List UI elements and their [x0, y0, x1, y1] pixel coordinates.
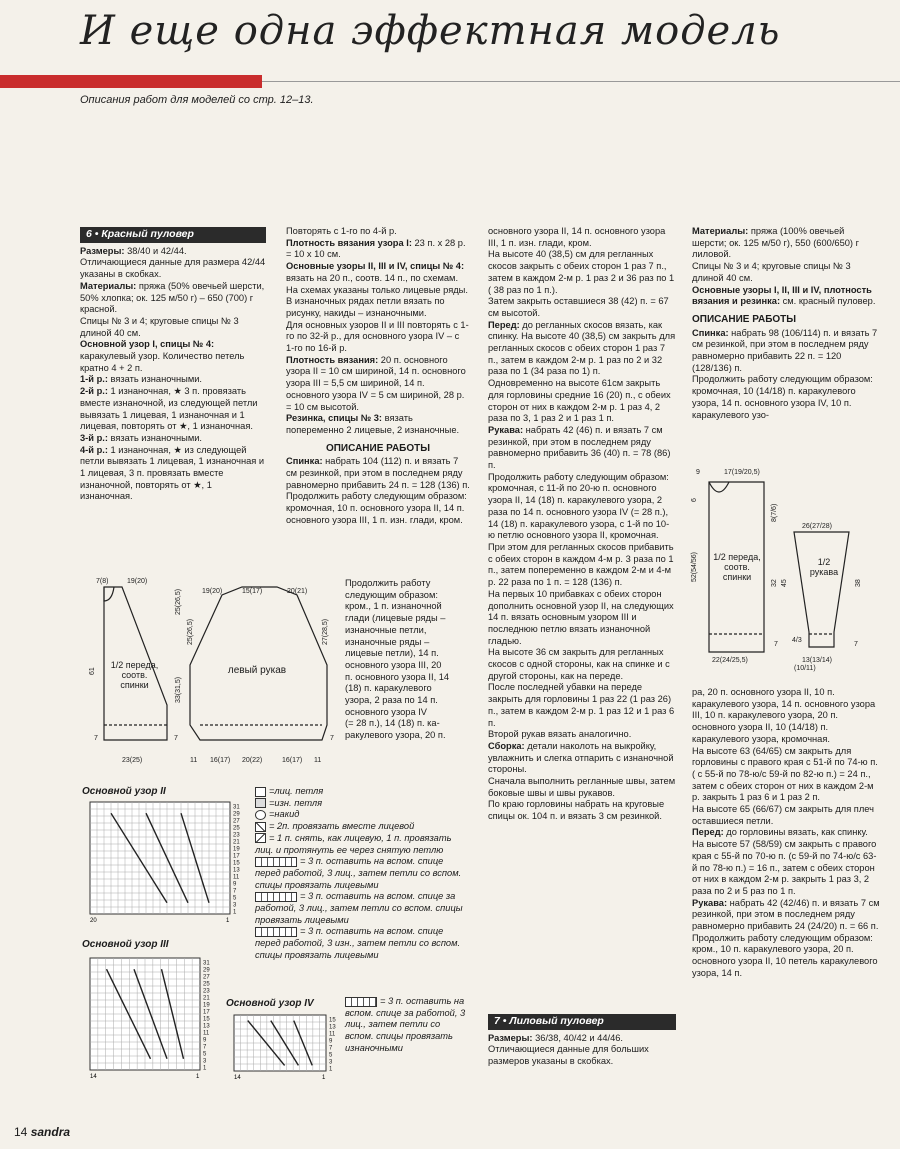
dim-label: 19(20)	[127, 578, 148, 585]
dim-label: 25(26,5)	[175, 588, 182, 615]
dim-label: 52(54/56)	[691, 552, 698, 582]
pattern-iii-title: Основной узор III	[82, 939, 169, 950]
text-paragraph: Одновременно на высоте 61см закрыть для горловины средние 16 (20) п., с обеих сторон от них в каждом 2-м р. 1 раз 4, 2 раза по 3, 1 раз 2 и 1 раз 1 п.	[488, 378, 671, 424]
text-paragraph: Сборка: детали наколоть на выкройку, увлажнить и слегка отпарить с изнаночной стороны.	[488, 740, 674, 775]
row-number: 11	[329, 1031, 336, 1038]
text-paragraph: 2-й р.: 1 изнаночная, ★ 3 п. провязать вместе изнаночной, из следующей петли вывязать 1 лицевая, 1 изнаночная и 1 лицевая, повторять от ★, 1 изнаночная.	[80, 386, 258, 432]
dim-label: 38	[855, 579, 862, 587]
section-title-red-sweater: 6 • Красный пуловер	[80, 227, 266, 243]
text-line: кром., 1 п. изнаночной	[345, 601, 442, 612]
column-number: 14	[234, 1075, 241, 1081]
column-number: 14	[90, 1074, 97, 1078]
legend-item: = 1 п. снять, как лицевую, 1 п. провязать лиц. и протянуть ее через снятую петлю	[255, 832, 452, 855]
legend-item: = 3 п. оставить на вспом. спице за работой, 3 лиц., затем петли со вспом. спицы провязать изнаночными	[345, 996, 466, 1053]
page-title: И еще одна эффектная модель	[80, 8, 781, 54]
row-number: 25	[233, 825, 240, 832]
column-4-bottom	[692, 687, 880, 980]
row-number: 9	[329, 1038, 333, 1045]
dim-label: 7	[94, 735, 98, 742]
text-paragraph: При этом для регланных скосов прибавить с обеих сторон в каждом 4-м р. 3 раза по 1 п., затем попеременно в каждом 2-м и 4-м р. 22 раза по 1 п. = 128 (136) п.	[488, 541, 674, 588]
row-number: 15	[233, 860, 240, 867]
text-paragraph: Размеры: 38/40 и 42/44.	[80, 245, 187, 256]
text-line: глади (лицевые ряды –	[345, 613, 446, 624]
text-line: изнаночные петли,	[345, 624, 427, 635]
row-number: 13	[329, 1024, 336, 1031]
schematic-lilac-sweater	[684, 462, 880, 679]
row-number: 21	[203, 995, 210, 1002]
dim-label: 26(27/28)	[802, 523, 832, 530]
dim-label: 11	[314, 757, 322, 764]
row-number: 31	[233, 804, 240, 811]
text-paragraph: Продолжить работу следующим образом: кромочная, с 11-й по 20-ю п. основного узора II, 14 (18) п. каракулевого узора, 2 раза по 14 п. основного узора IV (= 28 п.), 14 (18) п. каракулевого узора, с 1-й по 10-ю петлю основного узора II, кромочная.	[488, 471, 670, 541]
row-number: 27	[203, 974, 210, 981]
row-number: 1	[329, 1066, 333, 1073]
row-number: 19	[203, 1002, 210, 1009]
row-number: 21	[233, 839, 240, 846]
dim-label: 61	[89, 667, 96, 675]
dim-label: 7	[774, 641, 778, 648]
column-2-body	[286, 226, 470, 437]
column-4-work	[692, 328, 880, 422]
dim-label: 7	[854, 641, 858, 648]
knit-stitch-icon	[255, 787, 266, 797]
column-2	[286, 226, 470, 527]
text-paragraph: Рукава: набрать 42 (46) п. и вязать 7 см резинкой, при этом в последнем ряду равномерно прибавить 36 (40) п. = 78 (86) п.	[488, 424, 671, 471]
text-paragraph: На высоте 63 (64/65) см закрыть для горловины с правого края с 51-й по 74-ю п. ( с 55-й по 78-ю/с 59-й по 82-ю п.) = 24 п., затем с обеих сторон от них в каждом 2-м р. закрыть 1 раз 6 и 1 раз 2 п.	[692, 745, 878, 803]
dim-label: 27(28,5)	[322, 618, 329, 645]
schematic-red-sweater	[82, 575, 340, 775]
row-number: 11	[203, 1030, 210, 1037]
neckline	[709, 482, 729, 492]
row-number: 27	[233, 818, 240, 825]
text-paragraph: На высоте 65 (66/67) см закрыть для плеч оставшиеся петли.	[692, 804, 874, 826]
title-underline-bar	[0, 75, 262, 88]
dim-label: 7	[330, 735, 334, 742]
column-2-wrap	[345, 578, 470, 742]
pattern-iii-chart	[82, 956, 222, 1083]
text-paragraph: Продолжить работу следующим образом: кромочная, 10 (14/18) п. каракулевого узора, 14 п. основного узора IV, 10 п. каракулевого узо-	[692, 374, 873, 420]
text-paragraph: Резинка, спицы № 3: вязать попеременно 2 лицевые, 2 изнаночные.	[286, 413, 460, 435]
legend-item: = 3 п. оставить на вспом. спице перед работой, 3 лиц., затем петли со вспом. спицы провязать лицевыми	[255, 856, 462, 890]
text-paragraph: 4-й р.: 1 изнаночная, ★ из следующей петли вывязать 1 лицевая, 1 изнаночная и 1 лицевая, 3 п. провязать вместе изнаночной, повторять от ★, 1 изнаночная.	[80, 444, 265, 502]
row-number: 23	[203, 988, 210, 995]
dim-label: 16(17)	[282, 757, 303, 764]
column-1-body	[80, 246, 266, 503]
dim-label: 20(21)	[287, 588, 308, 595]
column-1	[80, 227, 266, 503]
text-paragraph: Основной узор I, спицы № 4: каракулевый узор. Количество петель кратно 4 + 2 п.	[80, 339, 245, 373]
k2tog-icon	[255, 822, 266, 832]
text-paragraph: Перед: до регланных скосов вязать, как спинку. На высоте 40 (38,5) см закрыть для регланных скосов с обеих сторон 1 раз 7 п., затем в каждом 2-м р. 1 раз по 2 и 32 раза по 1 (34 раза по 1) п.	[488, 319, 676, 377]
text-line: (= 28 п.), 14 (18) п. ка-	[345, 718, 440, 729]
dim-label: (10/11)	[794, 665, 816, 672]
text-paragraph: На высоте 36 см закрыть для регланных скосов с одной стороны, как на спинке и с другой стороны, как на переде.	[488, 647, 670, 681]
work-description-header-2: ОПИСАНИЕ РАБОТЫ	[692, 313, 797, 325]
column-3-body	[488, 226, 676, 823]
cable-back-purl-icon	[345, 997, 377, 1007]
legend-item: =лиц. петля	[255, 786, 470, 798]
legend-item: = 2п. провязать вместе лицевой	[255, 821, 470, 833]
text-line: узора, 2 раза по 14 п.	[345, 695, 438, 706]
row-number: 9	[203, 1037, 207, 1044]
text-paragraph: Для основных узоров II и III повторять с 1-го по 32-й р., для основного узора IV – с 1-го по 16-й р.	[286, 319, 469, 354]
brand-name: sandra	[30, 1125, 71, 1139]
text-paragraph: Второй рукав вязать аналогично.	[488, 729, 632, 740]
row-number: 5	[233, 895, 237, 902]
sleeve-piece-label: левый рукав	[227, 665, 287, 676]
text-paragraph: Плотность вязания узора I: 23 п. х 28 р. = 10 х 10 см.	[286, 237, 466, 260]
row-number: 7	[203, 1044, 207, 1051]
yarn-over-icon	[255, 810, 266, 820]
text-line: лицевые петли), 14 п.	[345, 648, 439, 659]
row-number: 15	[329, 1017, 336, 1024]
column-2-work	[286, 456, 470, 526]
row-number: 13	[233, 867, 240, 874]
dim-label: 23(25)	[122, 757, 143, 764]
text-paragraph: Спинка: набрать 98 (106/114) п. и вязать 7 см резинкой, при этом в последнем ряду равномерно прибавить 22 п. = 120 (128/136) п.	[692, 327, 878, 373]
purl-stitch-icon	[255, 798, 266, 808]
sleeve-piece-outline	[794, 532, 849, 647]
text-paragraph: По краю горловины набрать на круговые спицы ок. 104 п. и вязать 3 см резинкой.	[488, 799, 665, 822]
text-paragraph: Перед: до горловины вязать, как спинку.	[692, 827, 868, 838]
dim-label: 32	[771, 579, 778, 587]
ssk-icon	[255, 833, 266, 843]
dim-label: 13(13/14)	[802, 657, 832, 664]
symbol-legend	[255, 786, 470, 962]
page-subtitle: Описания работ для моделей со стр. 12–13.	[80, 94, 314, 106]
dim-label: 7(8)	[96, 578, 109, 585]
row-number: 3	[233, 902, 237, 909]
dim-label: 8(7/6)	[771, 503, 778, 522]
row-number: 7	[233, 888, 237, 895]
row-number: 19	[233, 846, 240, 853]
text-line: Продолжить работу	[345, 578, 431, 588]
column-3	[488, 226, 676, 823]
text-line: ракулевого узора, 20 п.	[345, 730, 446, 741]
sleeve-piece-outline	[190, 587, 327, 740]
text-paragraph: Материалы: пряжа (100% овечьей шерсти; ок. 125 м/50 г), 550 (600/650) г лиловой.	[692, 226, 859, 260]
column-number: 1	[226, 918, 230, 922]
text-line: основного узора IV	[345, 706, 427, 717]
row-number: 17	[203, 1009, 210, 1016]
legend-item: =изн. петля	[255, 798, 470, 810]
row-number: 9	[233, 881, 237, 888]
dim-label: 16(17)	[210, 757, 231, 764]
text-paragraph: Плотность вязания: 20 п. основного узора II = 10 см шириной, 14 п. основного узора III = 5,5 см шириной, 14 п. основного узора IV = 5 см шириной, 28 р. = 10 см высотой.	[286, 354, 466, 412]
sleeve-piece-label: 1/2 рукава	[809, 557, 839, 577]
neckline	[104, 587, 114, 601]
pattern-iv-chart	[226, 1013, 342, 1088]
text-paragraph: На высоте 40 (38,5) см для регланных скосов закрыть с обеих сторон 1 раз 7 п., затем в каждом 2-м р. 1 раз 2 и 36 раз по 1 ( 38 раз по 1 п.).	[488, 249, 675, 295]
row-number: 13	[203, 1023, 210, 1030]
row-number: 29	[203, 967, 210, 974]
dim-label: 20(22)	[242, 757, 263, 764]
dim-label: 9	[696, 469, 700, 476]
text-line: следующим образом:	[345, 589, 438, 600]
column-number: 1	[196, 1074, 200, 1078]
column-number: 20	[90, 918, 97, 922]
pattern-ii-chart	[82, 800, 252, 927]
title-rule	[262, 81, 900, 82]
text-paragraph: Продолжить работу следующим образом: кромочная, 10 п. основного узора II, 14 п. основного узора III, 1 п. изн. глади, крoм.	[286, 491, 467, 525]
row-number: 15	[203, 1016, 210, 1023]
dim-label: 6	[691, 498, 698, 502]
dim-label: 45	[781, 579, 788, 587]
cable-back-icon	[255, 892, 297, 902]
text-paragraph: Материалы: пряжа (50% овечьей шерсти, 50% хлопка; ок. 125 м/50 г) – 650 (700) г красной.	[80, 280, 265, 315]
column-4-top-body	[692, 226, 880, 308]
text-paragraph: Сначала выполнить регланные швы, затем боковые швы и швы рукавов.	[488, 776, 676, 798]
pattern-iv-title: Основной узор IV	[226, 998, 314, 1009]
body-piece-label: 1/2 переда, соотв. спинки	[110, 660, 159, 690]
cable-front-purl-icon	[255, 927, 297, 937]
text-paragraph: основного узора II, 14 п. основного узора III, 1 п. изн. глади, кром.	[488, 226, 666, 248]
row-number: 3	[329, 1059, 333, 1066]
column-4-top	[692, 226, 880, 421]
text-paragraph: Размеры: 36/38, 40/42 и 44/46.	[488, 1032, 624, 1043]
legend-item: = 3 п. оставить на вспом. спице за работой, 3 лиц., затем петли со вспом. спицы провязать лицевыми	[255, 891, 463, 925]
row-number: 1	[203, 1065, 207, 1072]
dim-label: 4/3	[792, 637, 802, 644]
page-number: 14	[14, 1125, 28, 1139]
legend-item: = 3 п. оставить на вспом. спице перед работой, 3 изн., затем петли со вспом. спицы провязать лицевыми	[255, 926, 461, 960]
work-description-header: ОПИСАНИЕ РАБОТЫ	[325, 442, 431, 454]
text-paragraph: Рукава: набрать 42 (42/46) п. и вязать 7 см резинкой, при этом в последнем ряду равномерно прибавить 24 (24/20) п. = 66 п.	[692, 897, 880, 932]
section-7-body	[488, 1033, 676, 1068]
row-number: 5	[203, 1051, 207, 1058]
text-line: п. основного узора II, 14	[345, 671, 450, 682]
text-paragraph: 1-й р.: вязать изнаночными.	[80, 374, 202, 385]
row-number: 1	[233, 909, 237, 916]
body-piece-label: 1/2 переда, соотв. спинки	[713, 552, 761, 582]
section-title-lilac-sweater: 7 • Лиловый пуловер	[488, 1014, 676, 1030]
dim-label: 19(20)	[202, 588, 223, 595]
symbol-legend-iv	[345, 996, 470, 1055]
text-paragraph: После последней убавки на переде закрыть для горловины 1 раз 22 (1 раз 26) п., затем в каждом 2-м р. 1 раз 12 и 1 раз 6 п.	[488, 682, 675, 728]
row-number: 23	[233, 832, 240, 839]
text-line: (18) п. каракулевого	[345, 683, 432, 694]
text-paragraph: Спицы № 3 и 4; круговые спицы № 3 длиной 40 см.	[692, 261, 851, 283]
dim-label: 25(26,5)	[187, 618, 194, 645]
section-7	[488, 1014, 676, 1068]
row-number: 5	[329, 1052, 333, 1059]
text-paragraph: Отличающиеся данные для размера 42/44 указаны в скобках.	[80, 257, 266, 280]
pattern-ii-title: Основной узор II	[82, 786, 166, 797]
text-paragraph: 3-й р.: вязать изнаночными.	[80, 432, 202, 443]
text-line: основного узора III, 20	[345, 659, 442, 670]
text-paragraph: Основные узоры I, II, III и IV, плотность вязания и резинка: см. красный пуловер.	[692, 284, 876, 307]
text-paragraph: Продолжить работу следующим образом: кром., 10 п. каракулевого узора, 20 п. основного узора II, 10 петель каракулевого узора, 14 п.	[692, 932, 878, 978]
text-paragraph: ра, 20 п. основного узора II, 10 п. каракулевого узора, 14 п. основного узора III, 10 п. каракулевого узора, 20 п. основного узора II, 10 (14/18) п. каракулевого узора, кромочная.	[692, 687, 876, 744]
text-paragraph: В изнаночных рядах петли вязать по рисунку, накиды – изнаночными.	[286, 296, 445, 318]
text-paragraph: Спицы № 3 и 4; круговые спицы № 3 длиной 40 см.	[80, 315, 239, 338]
dim-label: 33(31,5)	[175, 676, 182, 703]
text-line: изнаночные ряды –	[345, 636, 430, 647]
text-paragraph: На высоте 57 (58/59) см закрыть с правого края с 55-й по 70-ю п. (с 59-й по 74-ю/с 63-й по 78-ю п.) = 16 п., затем с обеих сторон от них в каждом 2-м р. закрыть 1 раз 3, 2 раза по 2 и 5 раз по 1 п.	[692, 839, 877, 896]
row-number: 17	[233, 853, 240, 860]
dim-label: 15(17)	[242, 588, 263, 595]
text-paragraph: На первых 10 прибавках с обеих сторон дополнить основной узор II, на следующих 14 п. вязать основным узором III и последнюю петлю вязать изнаночной гладью.	[488, 588, 674, 646]
dim-label: 11	[190, 757, 198, 764]
text-paragraph: Спинка: набрать 104 (112) п. и вязать 7 см резинкой, при этом в последнем ряду равномерно прибавить 24 п. = 128 (136) п.	[286, 456, 470, 490]
text-paragraph: Основные узоры II, III и IV, спицы № 4: вязать на 20 п., соотв. 14 п., по схемам. На схемах указаны только лицевые ряды.	[286, 261, 468, 295]
row-number: 7	[329, 1045, 333, 1052]
page-footer	[14, 1125, 70, 1139]
row-number: 29	[233, 811, 240, 818]
dim-label: 7	[174, 735, 178, 742]
dim-label: 17(19/20,5)	[724, 469, 760, 476]
row-number: 11	[233, 874, 240, 881]
row-number: 31	[203, 960, 210, 967]
cable-front-icon	[255, 857, 297, 867]
column-number: 1	[322, 1075, 326, 1081]
dim-label: 22(24/25,5)	[712, 657, 748, 664]
row-number: 25	[203, 981, 210, 988]
text-paragraph: Повторять с 1-го по 4-й р.	[286, 226, 397, 236]
text-paragraph: Затем закрыть оставшиеся 38 (42) п. = 67 см высотой.	[488, 296, 669, 318]
row-number: 3	[203, 1058, 207, 1065]
legend-item: =накид	[255, 809, 470, 821]
text-paragraph: Отличающиеся данные для больших размеров указаны в скобках.	[488, 1044, 649, 1067]
